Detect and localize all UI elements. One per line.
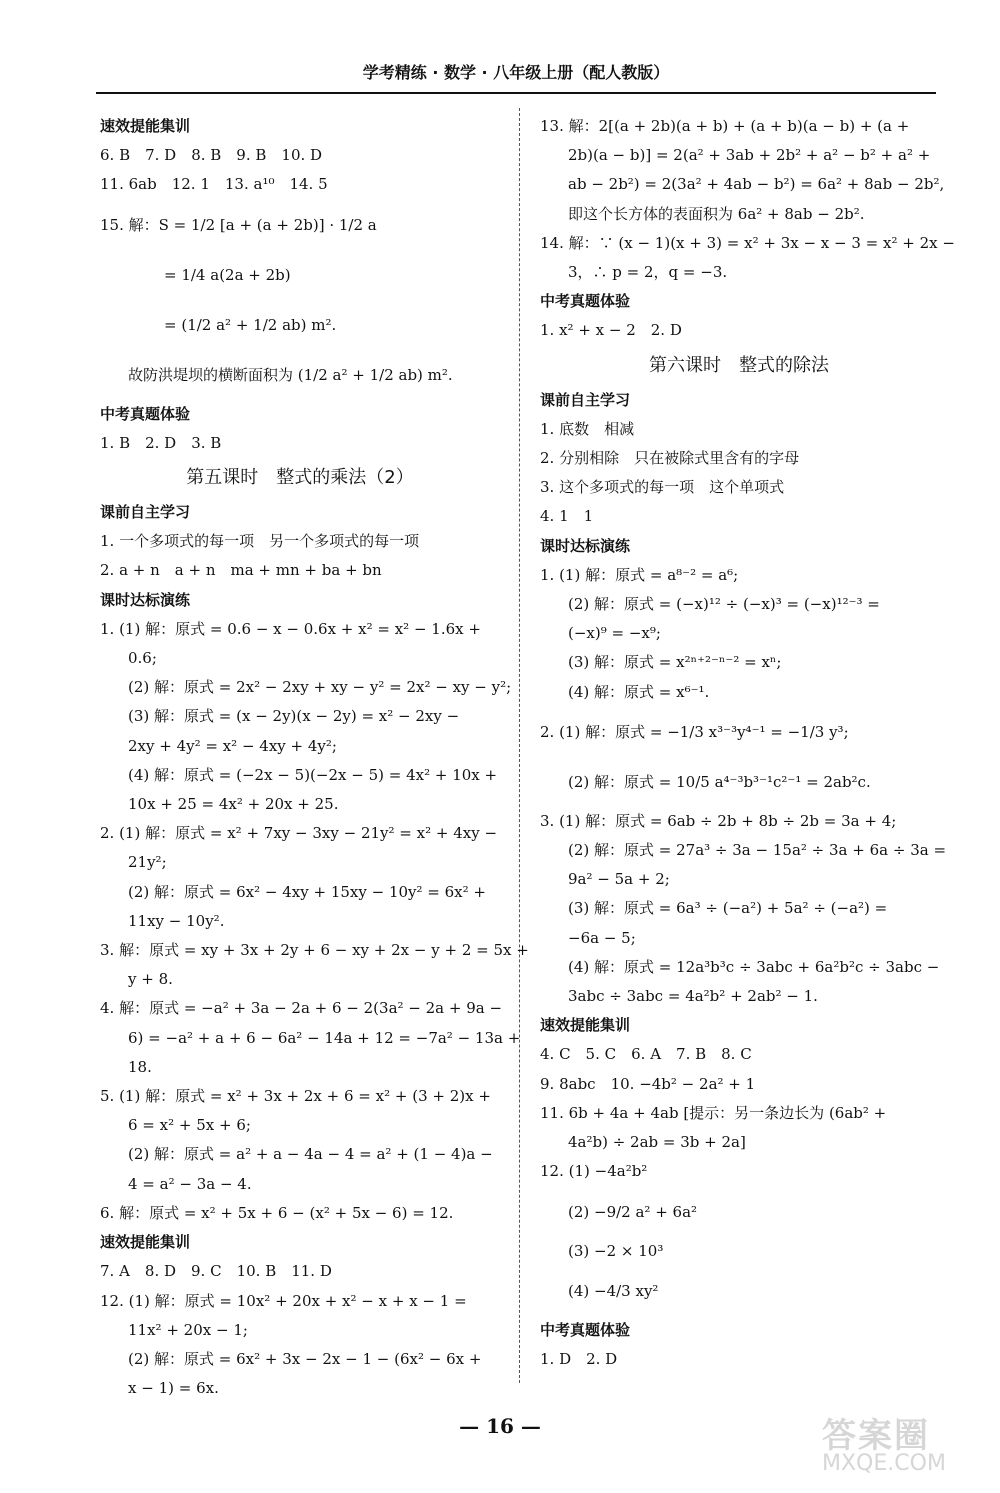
answer-line: 11. 6b + 4a + 4ab [提示：另一条边长为 (6ab² + [540,1103,887,1122]
answer-line: 6. B 7. D 8. B 9. B 10. D [100,146,323,165]
answer-line: (2) 解：原式 = 6x² − 4xy + 15xy − 10y² = 6x² + [128,882,486,901]
answer-line: 3. 这个多项式的每一项 这个单项式 [540,478,785,497]
answer-line: 2. (1) 解：原式 = x² + 7xy − 3xy − 21y² = x² + 4xy − [100,824,498,843]
answer-line: 1. (1) 解：原式 = 0.6 − x − 0.6x + x² = x² − 1.6x + [100,619,481,638]
answer-line: 4. C 5. C 6. A 7. B 8. C [540,1045,752,1064]
answer-line: 9. 8abc 10. −4b² − 2a² + 1 [540,1074,756,1093]
answer-line: (2) 解：原式 = 27a³ ÷ 3a − 15a² ÷ 3a + 6a ÷ 3a = [568,841,947,860]
answer-line: 1. (1) 解：原式 = a⁸⁻² = a⁶; [540,565,739,584]
answer-line: 1. x² + x − 2 2. D [540,321,682,340]
answer-line: 3. (1) 解：原式 = 6ab ÷ 2b + 8b ÷ 2b = 3a + 4; [540,811,897,830]
answer-line: 12. (1) 解：原式 = 10x² + 20x + x² − x + x − 1 = [100,1291,467,1310]
section-heading: 中考真题体验 [100,404,191,423]
answer-line: 4 = a² − 3a − 4. [128,1174,252,1193]
answer-line: 7. A 8. D 9. C 10. B 11. D [100,1262,332,1281]
answer-line: 12. (1) −4a²b² [540,1162,648,1181]
section-heading: 速效提能集训 [100,1233,191,1252]
answer-line: −6a − 5; [568,928,636,947]
answer-line: 3abc ÷ 3abc = 4a²b² + 2ab² − 1. [568,987,818,1006]
answer-line: (3) 解：原式 = (x − 2y)(x − 2y) = x² − 2xy − [128,707,460,726]
answer-line: 6. 解：原式 = x² + 5x + 6 − (x² + 5x − 6) = 12. [100,1203,454,1222]
page-number: — 16 — [459,1414,541,1438]
answer-line: 18. [128,1057,152,1076]
answer-line: (2) 解：原式 = 2x² − 2xy + xy − y² = 2x² − xy − y²; [128,678,512,697]
answer-line: 即这个长方体的表面积为 6a² + 8ab − 2b². [568,204,865,223]
answer-line: 1. 底数 相减 [540,419,635,438]
answer-line: ab − 2b²) = 2(3a² + 4ab − b²) = 6a² + 8ab − 2b², [568,175,945,194]
answer-line: 13. 解：2[(a + 2b)(a + b) + (a + b)(a − b) + (a + [540,117,910,135]
lesson-title: 第五课时 整式的乘法（2） [186,467,414,489]
answer-line: (2) 解：原式 = a² + a − 4a − 4 = a² + (1 − 4)a − [128,1145,493,1164]
answer-line: (4) 解：原式 = (−2x − 5)(−2x − 5) = 4x² + 10x + [128,765,498,784]
section-heading: 中考真题体验 [540,1320,631,1339]
watermark-logo [822,1408,972,1478]
answer-line: 2. 分别相除 只在被除式里含有的字母 [540,449,800,468]
answer-line: 1. B 2. D 3. B [100,433,222,452]
answer-line: (−x)⁹ = −x⁹; [568,624,661,643]
section-heading: 课前自主学习 [540,390,631,409]
right-column [540,112,955,1374]
section-heading: 课时达标演练 [100,590,191,609]
watermark-site-text: MXQE.COM [822,1451,946,1476]
answer-line: (2) 解：原式 = 10/5 a⁴⁻³b³⁻¹c²⁻¹ = 2ab²c. [568,772,871,791]
answer-line: 2. a + n a + n ma + mn + ba + bn [100,561,382,580]
answer-line: 5. (1) 解：原式 = x² + 3x + 2x + 6 = x² + (3 + 2)x + [100,1087,491,1106]
section-heading: 速效提能集训 [100,117,191,135]
answer-line: (3) 解：原式 = x²ⁿ⁺²⁻ⁿ⁻² = xⁿ; [568,653,782,672]
answer-line: 0.6; [128,649,157,668]
answer-line: 4a²b) ÷ 2ab = 3b + 2a] [568,1133,746,1152]
answer-line: (2) 解：原式 = (−x)¹² ÷ (−x)³ = (−x)¹²⁻³ = [568,595,880,614]
answer-line: 故防洪堤坝的横断面积为 (1/2 a² + 1/2 ab) m². [128,365,453,384]
answer-line: = (1/2 a² + 1/2 ab) m². [164,315,337,334]
header-divider [96,92,936,94]
answer-line: 4. 解：原式 = −a² + 3a − 2a + 6 − 2(3a² − 2a + 9a − [100,999,503,1018]
left-column [100,112,529,1403]
answer-line: (4) −4/3 xy² [568,1281,659,1300]
answer-line: 14. 解：∵ (x − 1)(x + 3) = x² + 3x − x − 3 = x² + 2x − [540,233,955,252]
answer-line: y + 8. [128,970,173,989]
answer-line: 10x + 25 = 4x² + 20x + 25. [128,795,339,814]
lesson-title: 第六课时 整式的除法 [649,354,829,376]
answer-line: 15. 解：S = 1/2 [a + (a + 2b)] · 1/2 a [100,215,377,234]
answer-line: (3) 解：原式 = 6a³ ÷ (−a²) + 5a² ÷ (−a²) = [568,899,888,918]
answer-line: 2b)(a − b)] = 2(a² + 3ab + 2b² + a² − b² + a² + [568,146,931,165]
answer-line: x − 1) = 6x. [128,1379,219,1398]
answer-line: 1. D 2. D [540,1349,618,1368]
answer-line: 2xy + 4y² = x² − 4xy + 4y²; [128,736,337,755]
section-heading: 中考真题体验 [540,292,631,311]
page-header: 学考精练 · 数学 · 八年级上册（配人教版） [362,63,670,82]
answer-line: (4) 解：原式 = x⁶⁻¹. [568,682,710,701]
answer-line: 11x² + 20x − 1; [128,1320,248,1339]
section-heading: 课前自主学习 [100,503,191,522]
answer-line: 3，∴ p = 2，q = −3. [568,263,728,282]
answer-line: 1. 一个多项式的每一项 另一个多项式的每一项 [100,532,420,551]
answer-line: = 1/4 a(2a + 2b) [164,265,291,284]
answer-line: 2. (1) 解：原式 = −1/3 x³⁻³y⁴⁻¹ = −1/3 y³; [540,722,849,741]
answer-line: (4) 解：原式 = 12a³b³c ÷ 3abc + 6a²b²c ÷ 3abc − [568,957,940,976]
section-heading: 课时达标演练 [540,536,631,555]
column-divider [519,108,520,1383]
answer-line: 6 = x² + 5x + 6; [128,1116,251,1135]
section-heading: 速效提能集训 [540,1016,631,1035]
answer-line: 6) = −a² + a + 6 − 6a² − 14a + 12 = −7a² − 13a + [128,1028,521,1047]
answer-line: 4. 1 1 [540,507,594,526]
answer-line: 3. 解：原式 = xy + 3x + 2y + 6 − xy + 2x − y + 2 = 5x + [100,941,529,960]
answer-line: (2) 解：原式 = 6x² + 3x − 2x − 1 − (6x² − 6x + [128,1349,482,1368]
answer-line: 11. 6ab 12. 1 13. a¹⁰ 14. 5 [100,175,328,194]
watermark-logo-text: 答案圈 [822,1416,930,1456]
answer-line: 11xy − 10y². [128,911,225,930]
answer-line: (2) −9/2 a² + 6a² [568,1202,698,1221]
answer-line: (3) −2 × 10³ [568,1241,664,1260]
answer-line: 9a² − 5a + 2; [568,870,670,889]
answer-line: 21y²; [128,853,167,872]
